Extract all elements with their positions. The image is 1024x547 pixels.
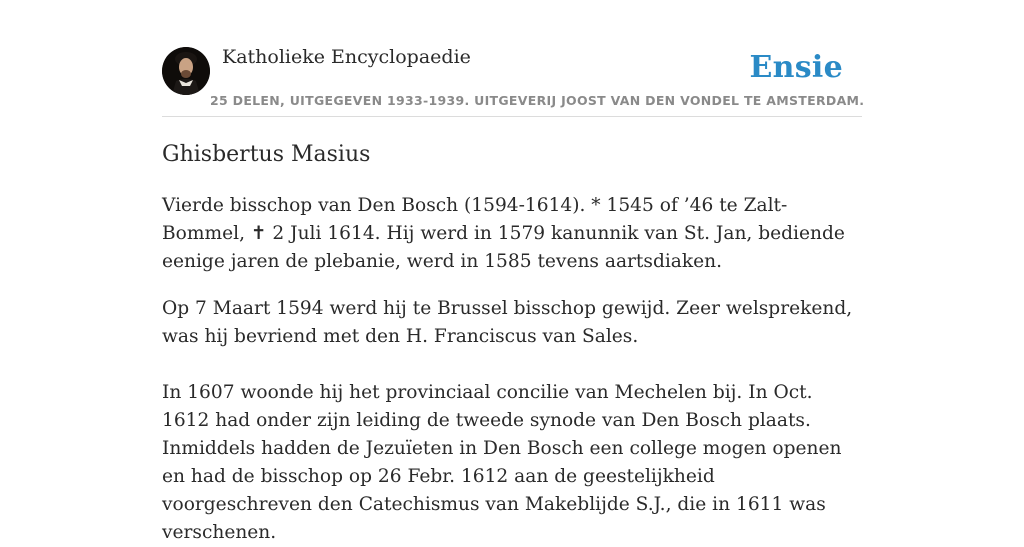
article-title: Ghisbertus Masius — [162, 142, 371, 167]
article-content — [162, 138, 862, 547]
site-name[interactable]: Katholieke Encyclopaedie — [222, 46, 471, 68]
article-paragraph: Vierde bisschop van Den Bosch (1594-1614). * 1545 of ’46 te Zalt-Bommel, ✝ 2 Juli 1614. Hij werd in 1579 kanunnik van St. Jan, bediende eenige jaren de plebanie, werd in 1585 tevens aartsdiaken. — [162, 195, 845, 272]
site-header — [162, 44, 865, 117]
article-paragraph: In 1607 woonde hij het provinciaal concilie van Mechelen bij. In Oct. 1612 had onder zijn leiding de tweede synode van Den Bosch plaats. Inmiddels hadden de Jezuïeten in Den Bosch een college mogen openen en had de bisschop op 26 Febr. 1612 aan de geestelijkheid voorgeschreven den Catechismus van Makeblijde S.J., die in 1611 was verschenen. — [162, 382, 842, 543]
encyclopedia-portrait-avatar[interactable] — [162, 47, 210, 95]
article-paragraph: Op 7 Maart 1594 werd hij te Brussel bisschop gewijd. Zeer welsprekend, was hij bevriend met den H. Franciscus van Sales. — [162, 298, 853, 347]
ensie-logo[interactable]: Ensie — [749, 50, 843, 85]
portrait-image — [162, 47, 210, 95]
publication-subtitle: 25 DELEN, UITGEGEVEN 1933-1939. UITGEVERIJ JOOST VAN DEN VONDEL TE AMSTERDAM. — [210, 93, 865, 108]
